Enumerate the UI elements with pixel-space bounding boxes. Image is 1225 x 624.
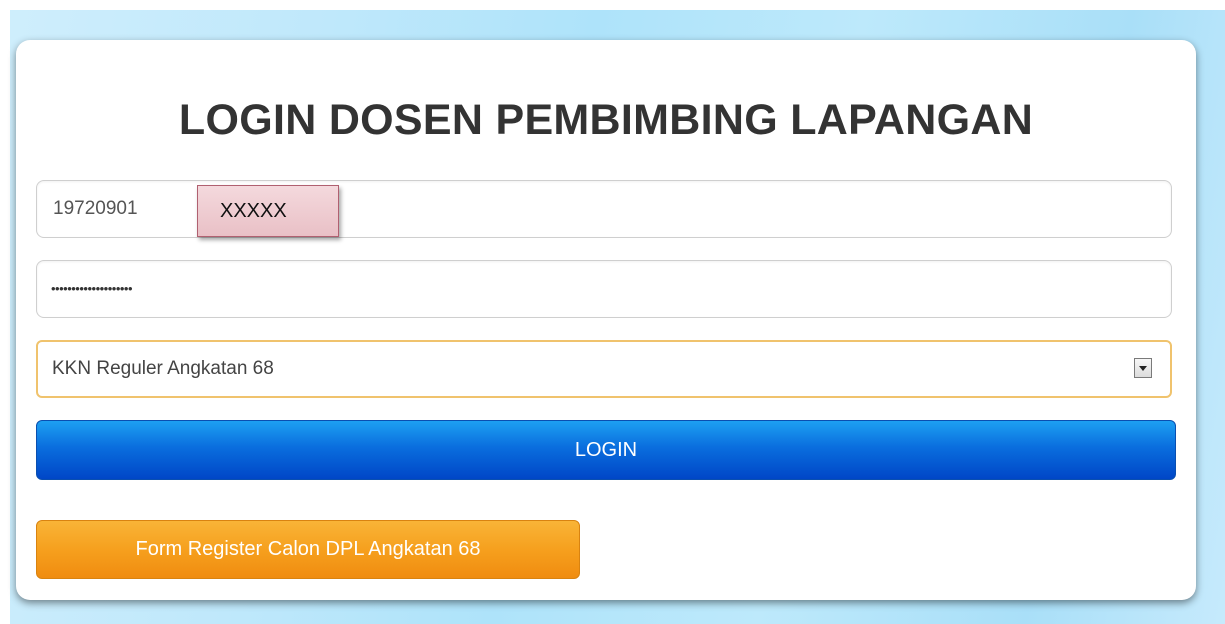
redaction-overlay — [197, 185, 339, 237]
password-mask: •••••••••••••••••••• — [51, 281, 133, 296]
register-button[interactable]: Form Register Calon DPL Angkatan 68 — [36, 520, 580, 579]
login-panel — [16, 40, 1196, 600]
page-title: LOGIN DOSEN PEMBIMBING LAPANGAN — [178, 96, 1034, 144]
password-field[interactable] — [36, 260, 1172, 318]
page-top-strip — [0, 0, 1225, 10]
username-value: 19720901 — [53, 198, 138, 219]
username-field[interactable] — [36, 180, 1172, 238]
redaction-label: XXXXX — [220, 200, 287, 222]
period-select[interactable] — [36, 340, 1172, 398]
page-left-strip — [0, 0, 10, 624]
period-select-value: KKN Reguler Angkatan 68 — [52, 358, 274, 379]
login-button[interactable]: LOGIN — [36, 420, 1176, 480]
chevron-down-icon[interactable] — [1134, 358, 1152, 378]
